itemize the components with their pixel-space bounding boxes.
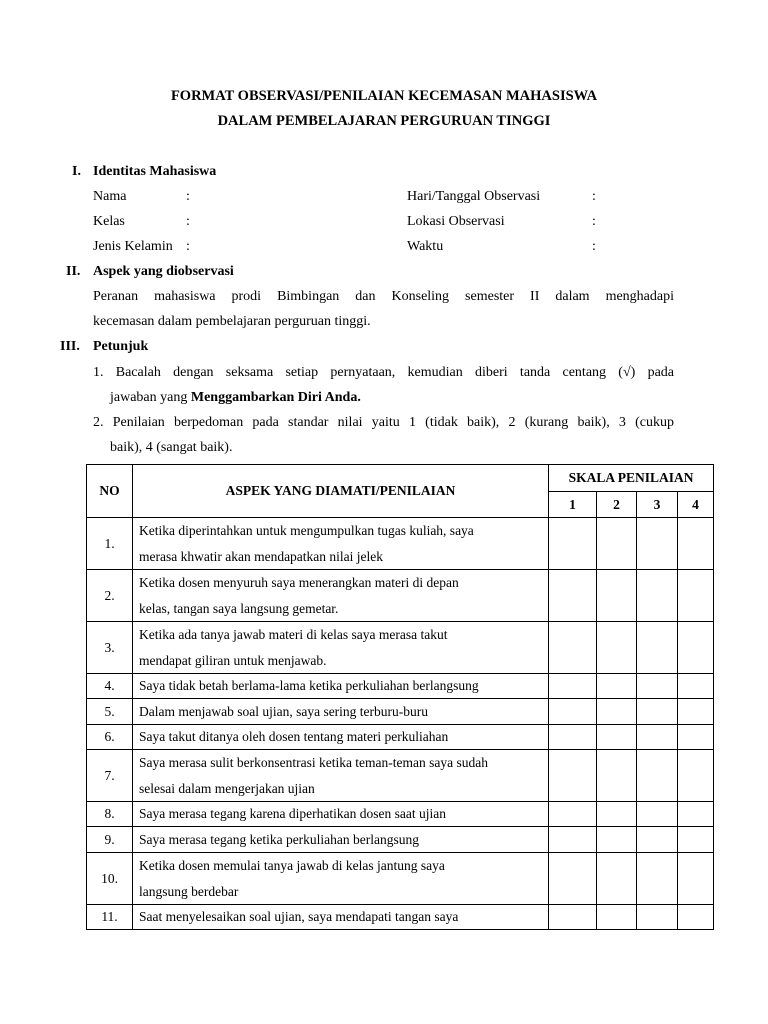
score-cell-3[interactable]: [637, 853, 678, 905]
document-title-line2: DALAM PEMBELAJARAN PERGURUAN TINGGI: [217, 113, 551, 129]
document-title-line1: FORMAT OBSERVASI/PENILAIAN KECEMASAN MAHASISWA: [170, 88, 598, 104]
header-aspek: ASPEK YANG DIAMATI/PENILAIAN: [133, 465, 549, 518]
score-cell-1[interactable]: [549, 725, 597, 750]
score-cell-4[interactable]: [678, 622, 714, 674]
score-cell-3[interactable]: [637, 622, 678, 674]
table-row: [87, 827, 714, 853]
score-cell-2[interactable]: [597, 674, 637, 699]
row-aspek: [133, 699, 549, 725]
row-aspek-line1: Dalam menjawab soal ujian, saya sering terburu-buru: [139, 703, 429, 719]
score-cell-1[interactable]: [549, 827, 597, 853]
score-cell-3[interactable]: [637, 827, 678, 853]
field-label-kelas: Kelas: [93, 214, 125, 229]
field-label-nama: Nama: [93, 189, 127, 204]
row-aspek: [133, 518, 549, 570]
table-row: [87, 570, 714, 622]
row-aspek: [133, 750, 549, 802]
row-aspek-line1: Ketika diperintahkan untuk mengumpulkan tugas kuliah, saya: [139, 523, 474, 538]
score-cell-3[interactable]: [637, 725, 678, 750]
field-label-waktu: Waktu: [407, 239, 444, 254]
table-row: [87, 518, 714, 570]
section2-text-line1: Peranan mahasiswa prodi Bimbingan dan Konseling semester II dalam menghadapi: [93, 289, 674, 304]
header-scale-3: 3: [637, 492, 678, 518]
score-cell-1[interactable]: [549, 853, 597, 905]
row-number: 1.: [87, 518, 133, 570]
field-label-hari-tanggal: Hari/Tanggal Observasi: [407, 189, 541, 204]
field-label-jenis-kelamin: Jenis Kelamin: [93, 239, 173, 254]
score-cell-4[interactable]: [678, 674, 714, 699]
table-row: [87, 674, 714, 699]
row-aspek-line1: Ketika dosen menyuruh saya menerangkan materi di depan: [139, 575, 459, 590]
row-aspek-line1: Saat menyelesaikan soal ujian, saya mendapati tangan saya: [139, 909, 459, 924]
row-aspek-line2: langsung berdebar: [139, 883, 239, 899]
score-cell-1[interactable]: [549, 674, 597, 699]
row-aspek-line1: Saya merasa tegang ketika perkuliahan berlangsung: [139, 831, 420, 847]
score-cell-1[interactable]: [549, 750, 597, 802]
row-aspek-line2: mendapat giliran untuk menjawab.: [139, 652, 327, 668]
row-aspek-line1: Saya merasa tegang karena diperhatikan dosen saat ujian: [139, 806, 446, 821]
score-cell-1[interactable]: [549, 622, 597, 674]
score-cell-2[interactable]: [597, 853, 637, 905]
score-cell-4[interactable]: [678, 725, 714, 750]
score-cell-1[interactable]: [549, 518, 597, 570]
row-aspek: [133, 905, 549, 930]
instruction-2-line2: baik), 4 (sangat baik).: [110, 440, 233, 455]
row-number: 9.: [87, 827, 133, 853]
row-number: 6.: [87, 725, 133, 750]
row-aspek: [133, 674, 549, 699]
score-cell-2[interactable]: [597, 750, 637, 802]
row-aspek-line1: Ketika ada tanya jawab materi di kelas saya merasa takut: [139, 627, 448, 642]
row-number: 2.: [87, 570, 133, 622]
score-cell-4[interactable]: [678, 905, 714, 930]
score-cell-4[interactable]: [678, 853, 714, 905]
score-cell-4[interactable]: [678, 570, 714, 622]
header-scale-4: 4: [678, 492, 714, 518]
field-colon-hari-tanggal: :: [592, 189, 596, 204]
observation-table: [86, 464, 714, 930]
score-cell-1[interactable]: [549, 570, 597, 622]
score-cell-4[interactable]: [678, 518, 714, 570]
score-cell-2[interactable]: [597, 725, 637, 750]
row-aspek: [133, 853, 549, 905]
row-number: 5.: [87, 699, 133, 725]
table-row: [87, 905, 714, 930]
table-row: [87, 750, 714, 802]
score-cell-2[interactable]: [597, 802, 637, 827]
score-cell-4[interactable]: [678, 827, 714, 853]
section1-heading: Identitas Mahasiswa: [93, 164, 217, 179]
row-number: 7.: [87, 750, 133, 802]
row-aspek-line1: Ketika dosen memulai tanya jawab di kelas jantung saya: [139, 858, 445, 873]
instruction-1-emphasis: Menggambarkan Diri Anda.: [190, 390, 361, 405]
row-aspek: [133, 570, 549, 622]
row-aspek-line1: Saya takut ditanya oleh dosen tentang materi perkuliahan: [139, 729, 449, 744]
score-cell-3[interactable]: [637, 699, 678, 725]
score-cell-2[interactable]: [597, 622, 637, 674]
table-row: [87, 802, 714, 827]
table-row: [87, 725, 714, 750]
instruction-1-line2-prefix: jawaban yang: [110, 390, 191, 405]
score-cell-3[interactable]: [637, 674, 678, 699]
row-aspek-line2: selesai dalam mengerjakan ujian: [139, 780, 315, 796]
instruction-2-line1: 2. Penilaian berpedoman pada standar nilai yaitu 1 (tidak baik), 2 (kurang baik), 3 (cukup: [93, 415, 674, 430]
score-cell-3[interactable]: [637, 750, 678, 802]
row-number: 11.: [87, 905, 133, 930]
section1-number: I.: [72, 164, 81, 179]
header-skala-penilaian: SKALA PENILAIAN: [549, 465, 714, 492]
score-cell-1[interactable]: [549, 802, 597, 827]
field-label-lokasi: Lokasi Observasi: [407, 214, 505, 229]
field-colon-waktu: :: [592, 239, 596, 254]
row-aspek-line2: merasa khwatir akan mendapatkan nilai jelek: [139, 548, 384, 564]
score-cell-4[interactable]: [678, 699, 714, 725]
section2-text-line2: kecemasan dalam pembelajaran perguruan tinggi.: [93, 314, 371, 329]
score-cell-2[interactable]: [597, 827, 637, 853]
field-colon-nama: :: [186, 189, 190, 204]
section3-heading: Petunjuk: [93, 339, 149, 354]
field-colon-lokasi: :: [592, 214, 596, 229]
score-cell-2[interactable]: [597, 699, 637, 725]
header-scale-1: 1: [549, 492, 597, 518]
row-number: 3.: [87, 622, 133, 674]
header-no: NO: [87, 465, 133, 518]
row-aspek: [133, 827, 549, 853]
score-cell-1[interactable]: [549, 905, 597, 930]
instruction-1-line1: 1. Bacalah dengan seksama setiap pernyataan, kemudian diberi tanda centang (√) pada: [93, 365, 674, 380]
row-aspek-line1: Saya tidak betah berlama-lama ketika perkuliahan berlangsung: [139, 678, 479, 693]
row-number: 4.: [87, 674, 133, 699]
score-cell-3[interactable]: [637, 905, 678, 930]
score-cell-4[interactable]: [678, 750, 714, 802]
row-number: 10.: [87, 853, 133, 905]
section2-heading: Aspek yang diobservasi: [93, 264, 234, 279]
score-cell-2[interactable]: [597, 905, 637, 930]
row-aspek-line1: Saya merasa sulit berkonsentrasi ketika teman-teman saya sudah: [139, 755, 489, 770]
row-aspek: [133, 802, 549, 827]
field-colon-jenis-kelamin: :: [186, 239, 190, 254]
row-aspek: [133, 622, 549, 674]
score-cell-3[interactable]: [637, 802, 678, 827]
field-colon-kelas: :: [186, 214, 190, 229]
table-row: [87, 622, 714, 674]
section2-number: II.: [66, 264, 81, 279]
section3-number: III.: [60, 339, 80, 354]
score-cell-3[interactable]: [637, 570, 678, 622]
score-cell-1[interactable]: [549, 699, 597, 725]
instruction-1-line2: [110, 390, 361, 406]
score-cell-2[interactable]: [597, 518, 637, 570]
table-row: [87, 853, 714, 905]
header-scale-2: 2: [597, 492, 637, 518]
row-aspek-line2: kelas, tangan saya langsung gemetar.: [139, 600, 339, 616]
score-cell-4[interactable]: [678, 802, 714, 827]
row-aspek: [133, 725, 549, 750]
score-cell-2[interactable]: [597, 570, 637, 622]
score-cell-3[interactable]: [637, 518, 678, 570]
row-number: 8.: [87, 802, 133, 827]
table-row: [87, 699, 714, 725]
